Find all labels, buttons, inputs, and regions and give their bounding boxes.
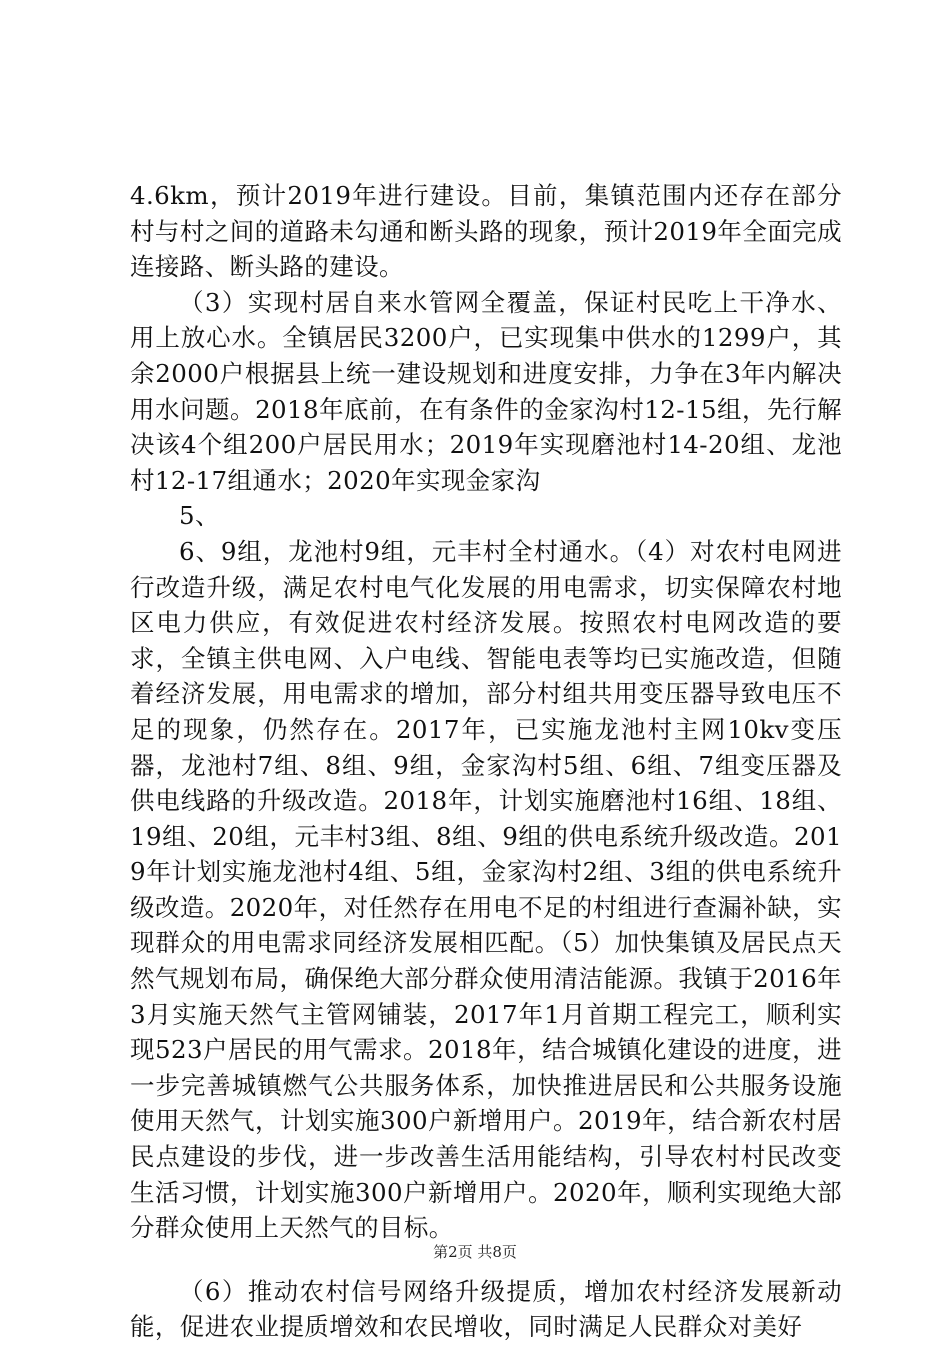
paragraph-roads: 4.6km，预计2019年进行建设。目前，集镇范围内还存在部分村与村之间的道路未勾通和断头路的现象，预计2019年全面完成连接路、断头路的建设。 — [130, 181, 842, 282]
paragraph-water-supply: （3）实现村居自来水管网全覆盖，保证村民吃上干净水、用上放心水。全镇居民3200户，已实现集中供水的1299户，其余2000户根据县上统一建设规划和进度安排，力争在3年内解决用水问题。2018年底前，在有条件的金家沟村12-15组，先行解决该4个组200户居民用水；2019年实现磨池村14-20组、龙池村12-17组通水；2020年实现金家沟 — [130, 287, 842, 495]
paragraph-network: （6）推动农村信号网络升级提质，增加农村经济发展新动能，促进农业提质增效和农民增收，同时满足人民群众对美好 — [130, 1276, 842, 1342]
document-body — [130, 178, 842, 1345]
page-number-footer: 第2页 共8页 — [433, 1243, 517, 1261]
paragraph-fragment: 5、 — [179, 501, 220, 531]
paragraph-power-and-gas: 6、9组，龙池村9组，元丰村全村通水。（4）对农村电网进行改造升级，满足农村电气化发展的用电需求，切实保障农村地区电力供应，有效促进农村经济发展。按照农村电网改造的要求，全镇主供电网、入户电线、智能电表等均已实施改造，但随着经济发展，用电需求的增加，部分村组共用变压器导致电压不足的现象，仍然存在。2017年，已实施龙池村主网10kv变压器，龙池村7组、8组、9组，金家沟村5组、6组、7组变压器及供电线路的升级改造。2018年，计划实施磨池村16组、18组、19组、20组，元丰村3组、8组、9组的供电系统升级改造。2019年计划实施龙池村4组、5组，金家沟村2组、3组的供电系统升级改造。2020年，对任然存在用电不足的村组进行查漏补缺，实现群众的用电需求同经济发展相匹配。（5）加快集镇及居民点天然气规划布局，确保绝大部分群众使用清洁能源。我镇于2016年3月实施天然气主管网铺装，2017年1月首期工程完工，顺利实现523户居民的用气需求。2018年，结合城镇化建设的进度，进一步完善城镇燃气公共服务体系，加快推进居民和公共服务设施使用天然气，计划实施300户新增用户。2019年，结合新农村居民点建设的步伐，进一步改善生活用能结构，引导农村村民改变生活习惯，计划实施300户新增用户。2020年，顺利实现绝大部分群众使用上天然气的目标。 — [130, 536, 842, 1243]
